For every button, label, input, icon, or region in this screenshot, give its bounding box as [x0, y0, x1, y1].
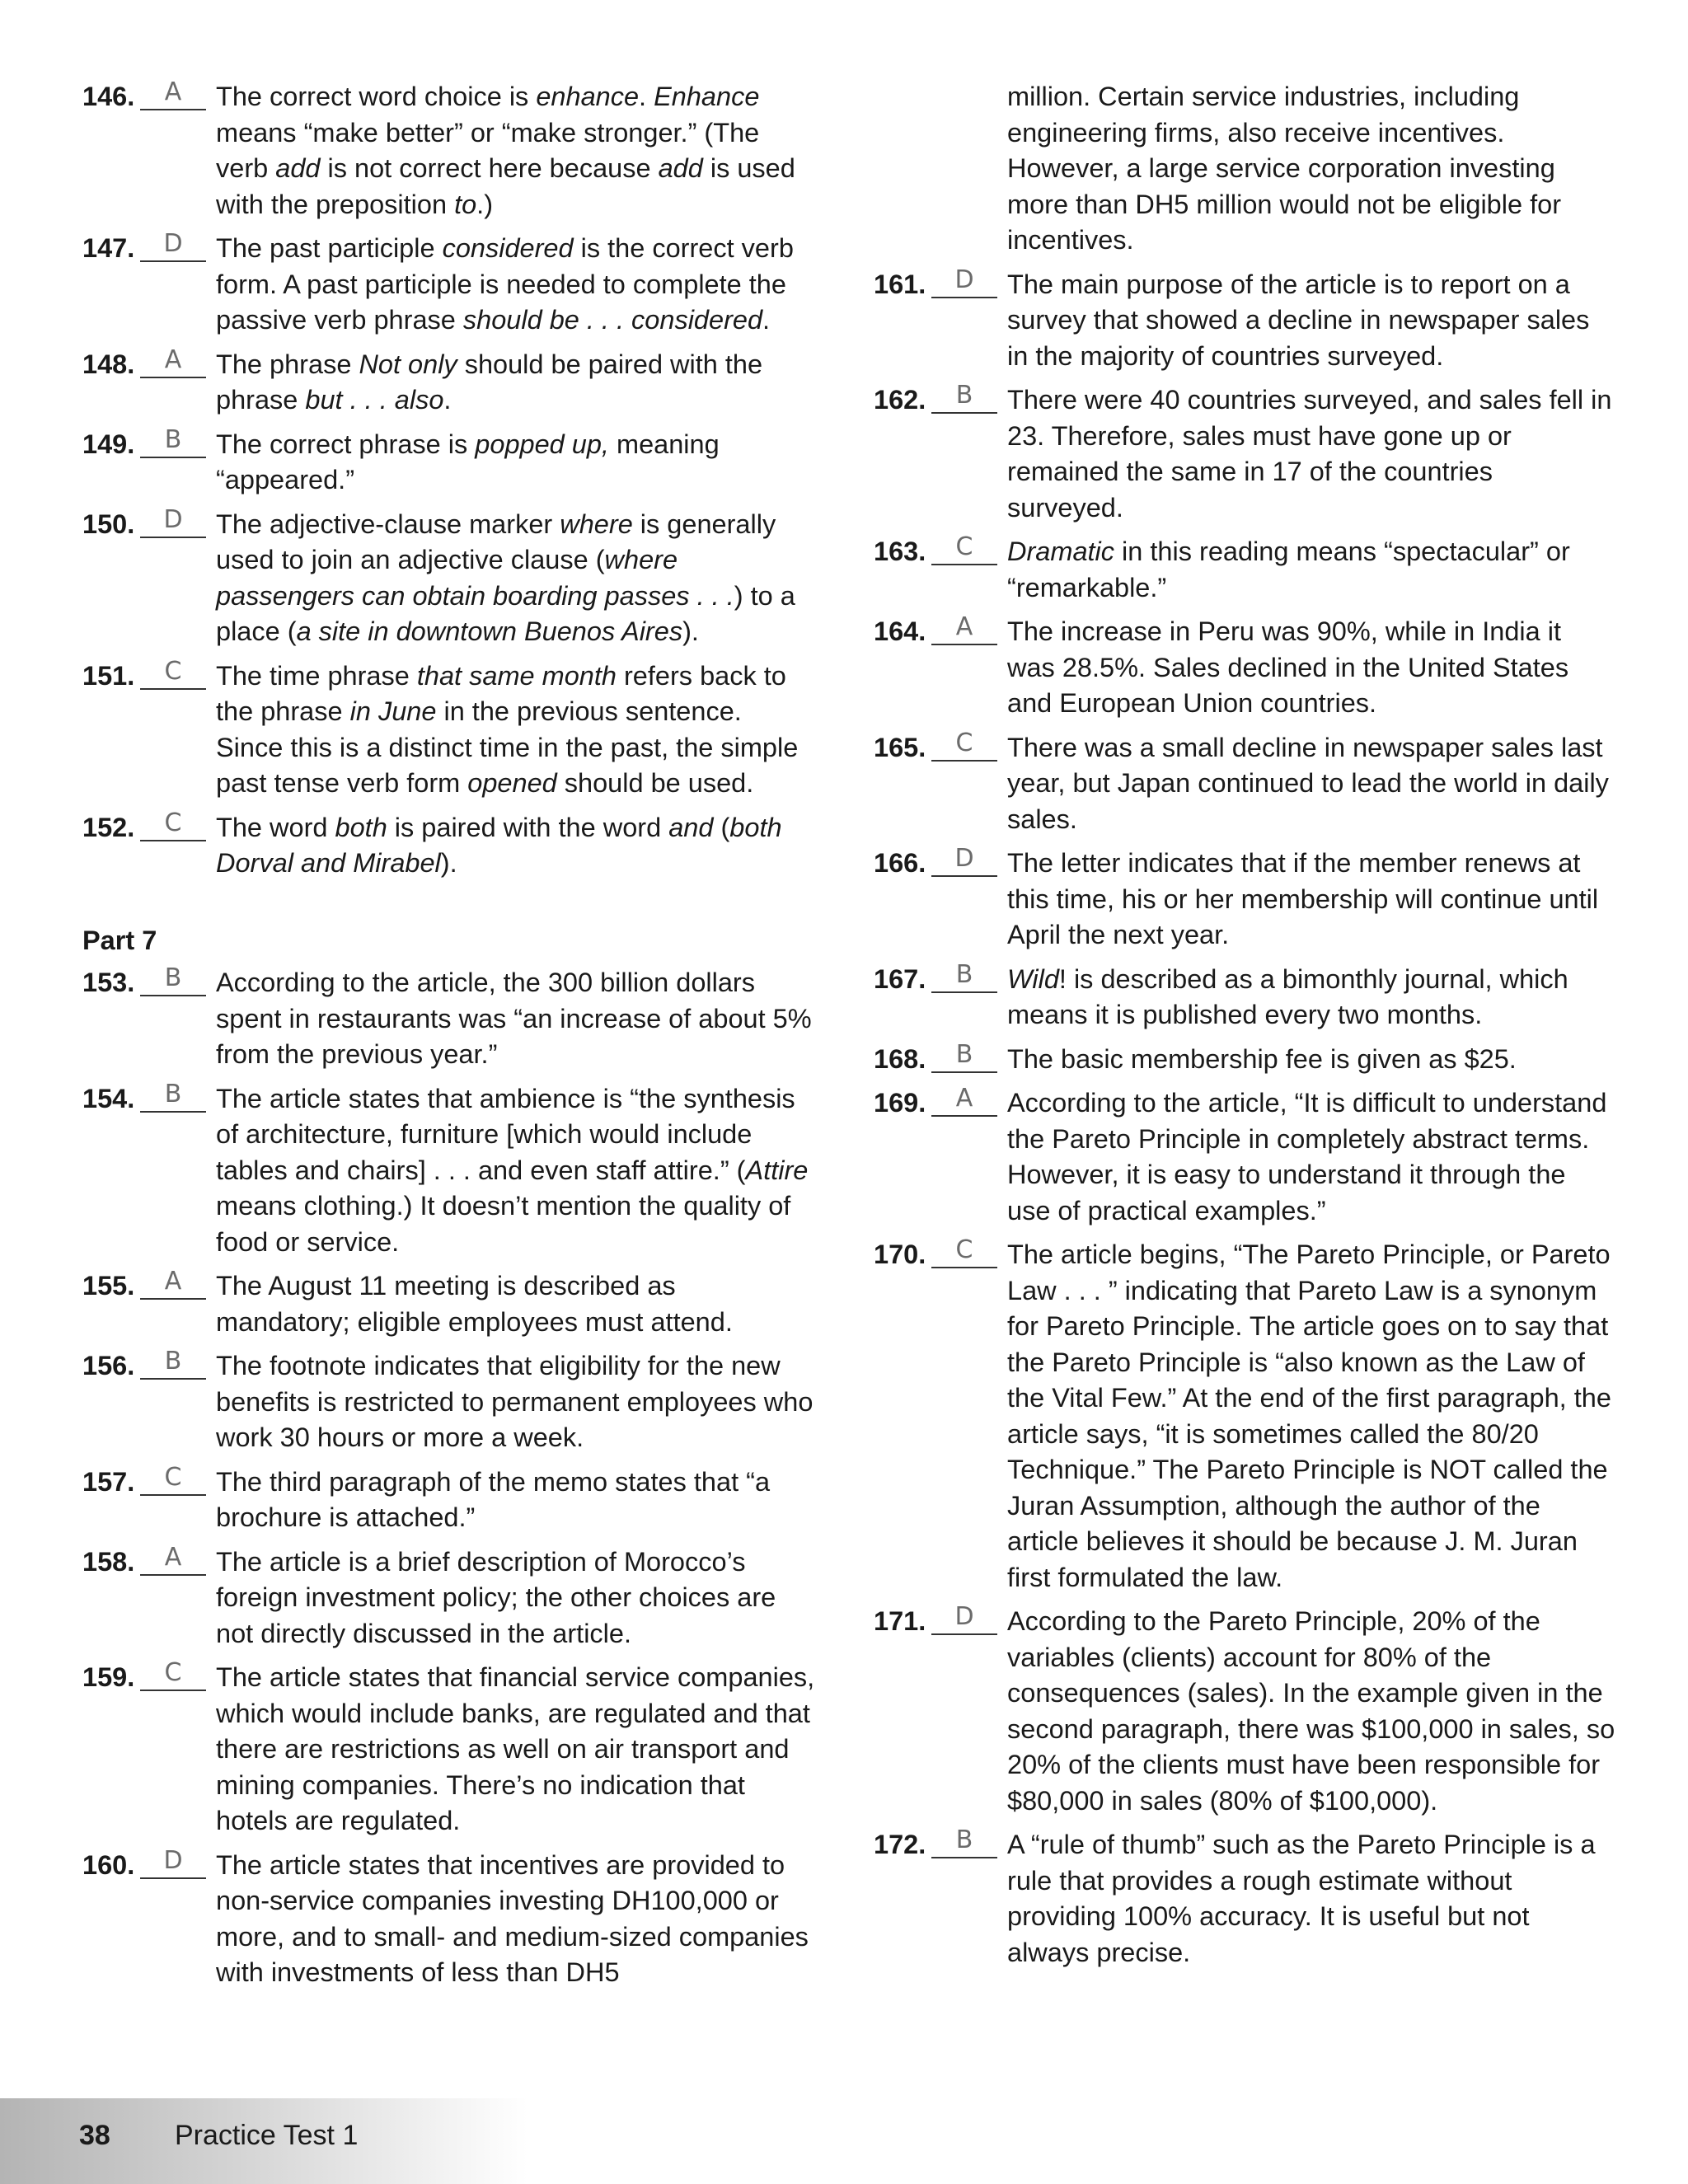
answer-blank — [931, 1237, 997, 1268]
text-run: ). — [682, 616, 699, 646]
answer-blank — [140, 1462, 206, 1496]
handwritten-answer: D — [163, 504, 183, 534]
answer-blank — [140, 504, 206, 538]
text-run: . — [443, 385, 452, 415]
explanation-text — [216, 965, 816, 1073]
text-run: ) to a place ( — [216, 580, 795, 646]
italic-text: Attire — [745, 1155, 809, 1185]
handwritten-answer: C — [955, 532, 973, 561]
question-number: 153. — [82, 968, 135, 997]
italic-text: Wild — [1007, 963, 1059, 994]
answer-blank — [140, 424, 206, 458]
italic-text: opened — [467, 768, 557, 798]
text-run: is paired with the word — [387, 812, 669, 842]
explanation-text — [216, 1268, 816, 1340]
italic-text: add — [275, 153, 321, 183]
text-run: refers back to the phrase — [216, 660, 786, 726]
text-run: A “rule of thumb” such as the Pareto Principle is a rule that provides a rough estimate without providing 100% accuracy. It is useful but not always precise. — [1007, 1830, 1596, 1967]
text-run: The August 11 meeting is described as mandatory; eligible employees must attend. — [216, 1271, 733, 1337]
answer-entry — [874, 534, 1615, 606]
answer-blank — [140, 1544, 206, 1576]
question-number: 164. — [874, 616, 926, 646]
answer-entry — [82, 1544, 816, 1652]
text-run: According to the article, “It is difficult to understand the Pareto Principle in completely abstract terms. However, it is easy to understand it through the use of practical examples.” — [1007, 1088, 1607, 1226]
text-run: meaning “appeared.” — [216, 429, 720, 494]
italic-text: but . . . also — [305, 385, 444, 415]
question-number: 155. — [82, 1271, 135, 1301]
italic-text: considered — [442, 233, 574, 263]
question-number: 172. — [874, 1830, 926, 1859]
answer-entry — [874, 614, 1615, 722]
handwritten-answer: C — [164, 656, 182, 686]
explanation-text — [216, 427, 816, 499]
answer-entry — [82, 231, 816, 339]
text-run: There were 40 countries surveyed, and sales fell in 23. Therefore, sales must have gone up or remained the same in 17 of the countries surveyed. — [1007, 385, 1612, 523]
answer-entry — [874, 382, 1615, 526]
question-number: 148. — [82, 349, 135, 379]
answer-entry — [874, 267, 1615, 375]
handwritten-answer: D — [954, 844, 974, 873]
explanation-text — [1007, 614, 1615, 722]
answer-entry — [82, 1660, 816, 1840]
question-number: 154. — [82, 1083, 135, 1113]
explanation-text — [1007, 382, 1615, 526]
handwritten-answer: C — [164, 1658, 182, 1687]
question-number: 146. — [82, 82, 135, 111]
answer-entry — [874, 730, 1615, 838]
italic-text: enhance — [536, 82, 640, 111]
answer-blank — [931, 267, 997, 298]
answer-entry — [82, 344, 816, 419]
right-column — [874, 79, 1615, 1979]
question-number: 165. — [874, 732, 926, 762]
explanation-text — [216, 1465, 816, 1536]
explanation-text — [1007, 1237, 1615, 1596]
answer-entry — [82, 965, 816, 1073]
text-run: is not correct here because — [320, 153, 659, 183]
text-run: . — [639, 82, 654, 111]
handwritten-answer: B — [955, 1039, 973, 1069]
answer-blank — [931, 1604, 997, 1635]
answer-entry — [874, 1827, 1615, 1971]
handwritten-answer: D — [163, 229, 183, 258]
question-number: 151. — [82, 660, 135, 691]
question-number: 162. — [874, 385, 926, 415]
answer-blank — [140, 1348, 206, 1380]
question-number: 170. — [874, 1240, 926, 1269]
answer-entry — [82, 1462, 816, 1536]
answer-blank — [931, 959, 997, 993]
explanation-text — [216, 1348, 816, 1456]
text-run: The basic membership fee is given as $25. — [1007, 1043, 1517, 1074]
question-number: 168. — [874, 1043, 926, 1074]
explanation-text — [1007, 1085, 1615, 1229]
italic-text: Not only — [359, 349, 457, 379]
explanation-text — [1007, 534, 1615, 606]
answer-blank — [140, 344, 206, 378]
answer-blank — [140, 79, 206, 110]
handwritten-answer: A — [955, 612, 973, 641]
answer-entry — [874, 1604, 1615, 1819]
question-number: 161. — [874, 269, 926, 299]
handwritten-answer: C — [164, 808, 182, 837]
continued-explanation: million. Certain service industries, including engineering firms, also receive incentives. However, a large service corporation investing more than DH5 million would not be eligible for incentives. — [1007, 82, 1562, 255]
answer-entry — [82, 1268, 816, 1340]
text-run: The adjective-clause marker — [216, 509, 560, 539]
question-number: 157. — [82, 1466, 135, 1497]
text-run: is used with the preposition — [216, 153, 795, 219]
answer-blank — [140, 810, 206, 841]
explanation-text — [1007, 1827, 1615, 1971]
text-run: means “make better” or “make stronger.” (The verb — [216, 117, 760, 183]
text-run: The article begins, “The Pareto Principle, or Pareto Law . . . ” indicating that Pareto Law is a synonym for Pareto Principle. The article goes on to say that the Pareto Principle is “also known as the Law of the Vital Few.” At the end of the first paragraph, the article says, “it is sometimes called the 80/20 Technique.” The Pareto Principle is NOT called the Juran Assumption, although the author of the article believes it should be because J. M. Juran first formulated the law. — [1007, 1240, 1611, 1592]
text-run: The letter indicates that if the member renews at this time, his or her membership will continue until April the next year. — [1007, 848, 1599, 949]
answer-blank — [931, 1039, 997, 1073]
answer-entry — [82, 504, 816, 650]
text-run: should be used. — [556, 768, 754, 798]
text-run: in the previous sentence. Since this is a distinct time in the past, the simple past tense verb form — [216, 696, 799, 798]
italic-text: Dramatic — [1007, 537, 1115, 566]
answer-blank — [140, 658, 206, 690]
question-number: 150. — [82, 509, 135, 539]
explanation-text — [216, 1544, 816, 1652]
italic-text: where passengers can obtain boarding passes . . . — [216, 545, 734, 611]
text-run: According to the article, the 300 billion dollars spent in restaurants was “an increase of about 5% from the previous year.” — [216, 968, 812, 1069]
handwritten-answer: B — [955, 381, 973, 410]
explanation-text — [216, 1081, 816, 1261]
answer-entry — [82, 658, 816, 802]
text-run: should be paired with the phrase — [216, 349, 763, 415]
answer-entry — [82, 424, 816, 499]
text-run: The article states that financial service companies, which would include banks, are regulated and that there are restrictions as well on air transport and mining companies. There’s no indication that hotels are regulated. — [216, 1662, 815, 1835]
answer-entry — [874, 1085, 1615, 1229]
answer-entry — [82, 1348, 816, 1456]
handwritten-answer: C — [955, 728, 973, 757]
handwritten-answer: C — [955, 1235, 973, 1264]
text-run: ). — [440, 848, 457, 878]
handwritten-answer: D — [954, 1602, 974, 1631]
answer-entry — [874, 959, 1615, 1033]
handwritten-answer: A — [955, 1084, 973, 1113]
answer-blank — [931, 614, 997, 645]
question-number: 152. — [82, 812, 135, 842]
answer-list-part-7 — [82, 965, 816, 1991]
part-heading: Part 7 — [82, 925, 157, 955]
italic-text: where — [560, 509, 633, 539]
explanation-text — [1007, 846, 1615, 954]
text-run: The article states that ambience is “the synthesis of architecture, furniture [which would include tables and chairs] . . . and even staff attire.” ( — [216, 1083, 795, 1185]
footer-title: Practice Test 1 — [175, 2120, 359, 2151]
italic-text: and — [668, 812, 714, 842]
question-number: 158. — [82, 1546, 135, 1577]
answer-blank — [140, 231, 206, 262]
handwritten-answer: B — [164, 424, 182, 454]
italic-text: that same month — [416, 660, 617, 691]
handwritten-answer: D — [163, 1845, 183, 1875]
italic-text: popped up, — [475, 429, 609, 459]
left-column — [82, 79, 816, 1999]
text-run: is generally used to join an adjective clause ( — [216, 509, 776, 574]
explanation-text — [216, 1848, 816, 1991]
answer-blank — [931, 730, 997, 762]
text-run: The footnote indicates that eligibility for the new benefits is restricted to permanent employees who work 30 hours or more a week. — [216, 1351, 814, 1452]
answer-entry — [874, 846, 1615, 954]
italic-text: should be . . . considered — [462, 305, 763, 335]
answer-list-part-6 — [82, 79, 816, 882]
explanation-text — [216, 658, 816, 802]
explanation-text — [1007, 962, 1615, 1033]
handwritten-answer: A — [164, 1267, 182, 1296]
question-number: 169. — [874, 1088, 926, 1118]
explanation-text — [1007, 267, 1615, 375]
text-run: ( — [713, 812, 730, 842]
italic-text: in June — [349, 696, 437, 726]
text-run: The phrase — [216, 349, 359, 379]
text-run: . — [762, 305, 771, 335]
answer-blank — [140, 1660, 206, 1691]
text-run: According to the Pareto Principle, 20% of the variables (clients) account for 80% of the consequences (sales). In the example given in the second paragraph, there was $100,000 in sales, so 20% of the clients must have been responsible for $80,000 in sales (80% of $100,000). — [1007, 1606, 1615, 1816]
answer-entry — [82, 79, 816, 223]
handwritten-answer: B — [955, 1825, 973, 1854]
explanation-text — [1007, 1604, 1615, 1819]
question-number: 171. — [874, 1606, 926, 1636]
answer-blank — [140, 1268, 206, 1300]
question-number: 160. — [82, 1849, 135, 1880]
text-run: The past participle — [216, 233, 443, 263]
text-run: .) — [476, 189, 494, 219]
answer-blank — [931, 534, 997, 565]
italic-text: to — [454, 189, 477, 219]
text-run: The third paragraph of the memo states that “a brochure is attached.” — [216, 1466, 771, 1532]
answer-blank — [931, 1085, 997, 1117]
text-run: The article is a brief description of Morocco’s foreign investment policy; the other choices are not directly discussed in the article. — [216, 1546, 776, 1648]
question-number: 166. — [874, 848, 926, 878]
text-run: The increase in Peru was 90%, while in India it was 28.5%. Sales declined in the United States and European Union countries. — [1007, 616, 1569, 718]
text-run: The word — [216, 812, 335, 842]
handwritten-answer: A — [164, 77, 182, 106]
text-run: There was a small decline in newspaper sales last year, but Japan continued to lead the world in daily sales. — [1007, 732, 1609, 834]
text-run: The correct phrase is — [216, 429, 476, 459]
answer-entry — [82, 1081, 816, 1261]
text-run: The time phrase — [216, 660, 417, 691]
question-number: 149. — [82, 429, 135, 459]
explanation-text — [1007, 1042, 1615, 1078]
italic-text: both Dorval and Mirabel — [216, 812, 782, 878]
handwritten-answer: B — [164, 1347, 182, 1376]
answer-entry — [874, 1237, 1615, 1596]
page-number: 38 — [79, 2120, 110, 2151]
italic-text: both — [335, 812, 387, 842]
question-number: 147. — [82, 233, 135, 263]
text-run: in this reading means “spectacular” or “remarkable.” — [1007, 537, 1570, 602]
answer-entry — [82, 810, 816, 882]
text-run: The article states that incentives are provided to non-service companies investing DH100,000 or more, and to small- and medium-sized companies with investments of less than DH5 — [216, 1849, 809, 1987]
explanation-text — [1007, 730, 1615, 838]
explanation-text — [216, 79, 816, 223]
handwritten-answer: A — [164, 1542, 182, 1572]
handwritten-answer: D — [954, 265, 974, 294]
question-number: 167. — [874, 963, 926, 994]
answer-blank — [140, 1845, 206, 1879]
answer-blank — [931, 382, 997, 414]
explanation-text — [216, 347, 816, 419]
handwritten-answer: B — [164, 1079, 182, 1108]
italic-text: add — [658, 153, 703, 183]
text-run: The main purpose of the article is to report on a survey that showed a decline in newspaper sales in the majority of countries surveyed. — [1007, 269, 1590, 371]
question-number: 163. — [874, 537, 926, 566]
italic-text: a site in downtown Buenos Aires — [296, 616, 683, 646]
text-run: is the correct verb form. A past participle is needed to complete the passive verb phrase — [216, 233, 794, 335]
italic-text: Enhance — [654, 82, 760, 111]
text-run: The correct word choice is — [216, 82, 537, 111]
answer-list-right — [874, 267, 1615, 1971]
explanation-text — [216, 1660, 816, 1840]
answer-entry — [874, 1039, 1615, 1078]
answer-blank — [931, 1827, 997, 1858]
answer-entry — [82, 1845, 816, 1991]
explanation-text — [216, 507, 816, 650]
question-number: 159. — [82, 1662, 135, 1692]
handwritten-answer: B — [164, 963, 182, 992]
question-number: 156. — [82, 1351, 135, 1380]
answer-blank — [931, 846, 997, 877]
handwritten-answer: A — [164, 344, 182, 374]
text-run: ! is described as a bimonthly journal, which means it is published every two months. — [1007, 963, 1568, 1029]
answer-blank — [140, 965, 206, 996]
answer-blank — [140, 1081, 206, 1113]
text-run: means clothing.) It doesn’t mention the quality of food or service. — [216, 1191, 791, 1257]
handwritten-answer: C — [164, 1462, 182, 1492]
explanation-text — [216, 810, 816, 882]
explanation-text — [216, 231, 816, 339]
handwritten-answer: B — [955, 959, 973, 989]
